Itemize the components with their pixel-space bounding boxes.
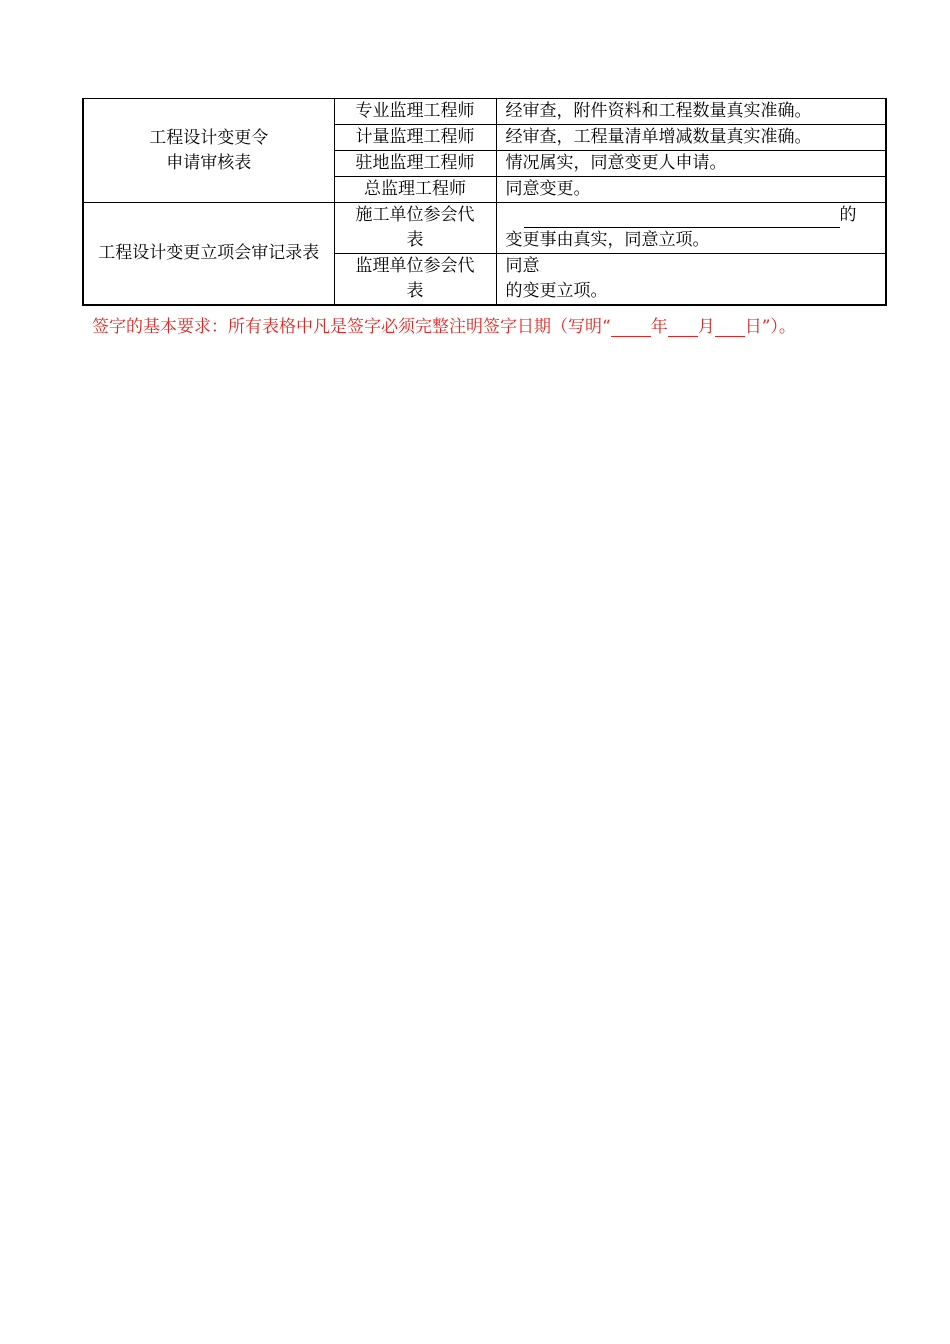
note-month: 月 — [697, 317, 715, 337]
opinion-cell: 经审查，附件资料和工程数量真实准确。 — [496, 99, 886, 125]
note-year: 年 — [650, 317, 668, 337]
form-name-cell-meeting-record: 工程设计变更立项会审记录表 — [83, 203, 334, 306]
year-blank — [611, 320, 651, 337]
form-name-line1: 工程设计变更令 — [149, 127, 269, 148]
role-cell: 专业监理工程师 — [334, 99, 496, 125]
role-line2: 表 — [406, 281, 424, 301]
opinion-cell-contractor — [496, 203, 886, 254]
opinion-cell: 同意变更。 — [496, 177, 886, 203]
role-cell-contractor — [334, 203, 496, 254]
role-cell-supervisor — [334, 254, 496, 306]
day-blank — [715, 320, 745, 337]
opinion-cell: 经审查，工程量清单增减数量真实准确。 — [496, 125, 886, 151]
review-sheet — [82, 98, 885, 306]
role-line2: 表 — [406, 230, 424, 250]
note-prefix: 签字的基本要求：所有表格中凡是签字必须完整注明签字日期（写明“ — [92, 317, 611, 337]
signature-requirement-note — [92, 312, 796, 337]
opinion-cell-supervisor — [496, 254, 886, 306]
month-blank — [668, 320, 698, 337]
form-name-line2: 申请审核表 — [166, 152, 252, 173]
role-cell: 计量监理工程师 — [334, 125, 496, 151]
review-table — [82, 98, 887, 306]
role-line1: 监理单位参会代 — [355, 256, 475, 276]
opinion-line1 — [506, 203, 886, 228]
opinion-line2: 变更事由真实，同意立项。 — [505, 230, 710, 250]
note-suffix: ”）。 — [761, 317, 796, 337]
note-day: 日 — [744, 317, 762, 337]
role-cell: 总监理工程师 — [334, 177, 496, 203]
opinion-suffix: 的 — [839, 205, 857, 225]
opinion-line1: 同意 — [505, 256, 540, 276]
role-line1: 施工单位参会代 — [355, 205, 475, 225]
form-name-cell-change-order — [83, 99, 334, 203]
signature-blank-line — [524, 209, 840, 228]
table-row — [83, 99, 886, 125]
role-cell: 驻地监理工程师 — [334, 151, 496, 177]
opinion-line2: 的变更立项。 — [505, 281, 608, 301]
table-row — [83, 203, 886, 254]
opinion-cell: 情况属实，同意变更人申请。 — [496, 151, 886, 177]
